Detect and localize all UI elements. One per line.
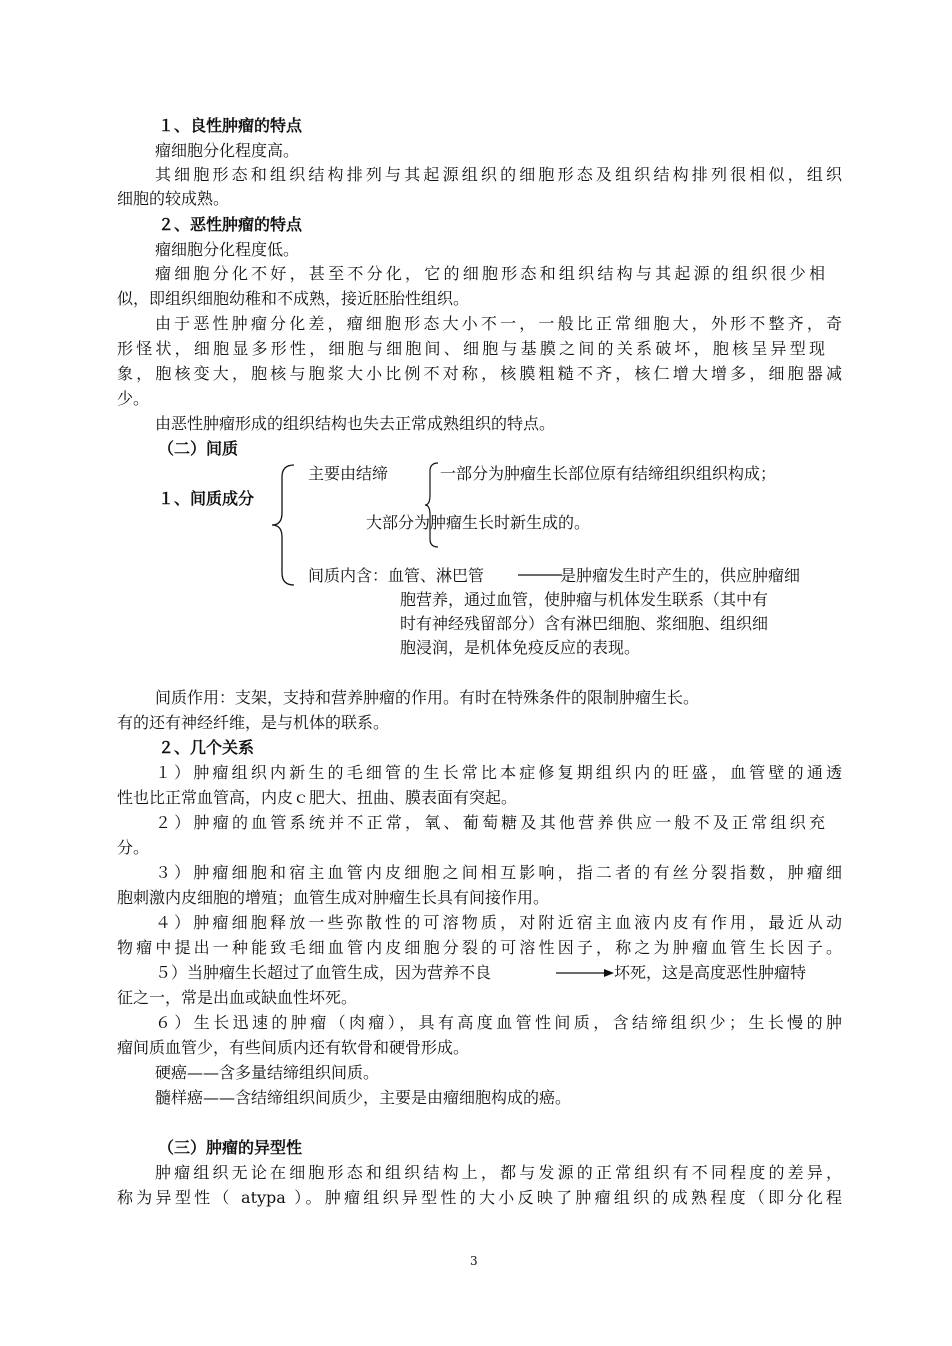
paragraph-line: 髓样癌——含结缔组织间质少，主要是由瘤细胞构成的癌。 <box>155 1088 572 1107</box>
paragraph-line: 细胞的较成熟。 <box>117 189 230 208</box>
paragraph-line: １）肿瘤组织内新生的毛细管的生长常比本症修复期组织内的旺盛，血管壁的通透 <box>155 763 842 782</box>
dash-line-icon <box>518 570 562 578</box>
paragraph-line: ２）肿瘤的血管系统并不正常，氧、葡萄糖及其他营养供应一般不及正常组织充 <box>155 813 825 832</box>
diagram-contains-line: 胞浸润，是机体免疫反应的表现。 <box>400 638 641 657</box>
paragraph-line: 间质作用：支架，支持和营养肿瘤的作用。有时在特殊条件的限制肿瘤生长。 <box>155 688 700 707</box>
diagram-contains-line: 时有神经残留部分）含有淋巴细胞、浆细胞、组织细 <box>400 614 769 633</box>
diagram-contains-label: 间质内含：血管、淋巴管 <box>308 566 485 585</box>
heading-benign-features: １、良性肿瘤的特点 <box>158 116 303 135</box>
paragraph-line: 形怪状，细胞显多形性，细胞与细胞间、细胞与基膜之间的关系破坏，胞核呈异型现 <box>117 339 825 358</box>
paragraph-line: 征之一，常是出血或缺血性坏死。 <box>117 988 358 1007</box>
paragraph-line: 其细胞形态和组织结构排列与其起源组织的细胞形态及组织结构排列很相似，组织 <box>155 165 842 184</box>
heading-atypia: （三）肿瘤的异型性 <box>158 1138 303 1157</box>
diagram-contains-text: 是肿瘤发生时产生的，供应肿瘤细 <box>560 566 801 585</box>
paragraph-line: 瘤细胞分化不好，甚至不分化，它的细胞形态和组织结构与其起源的组织很少相 <box>155 264 825 283</box>
paragraph-line: 称为异型性（ atypa ）。肿瘤组织异型性的大小反映了肿瘤组织的成熟程度（即分化程 <box>117 1188 842 1207</box>
paragraph-line: 由于恶性肿瘤分化差，瘤细胞形态大小不一，一般比正常细胞大，外形不整齐，奇 <box>155 314 842 333</box>
paragraph-line: 物瘤中提出一种能致毛细血管内皮细胞分裂的可溶性因子，称之为肿瘤血管生长因子。 <box>117 938 842 957</box>
page-number: 3 <box>470 1254 478 1268</box>
paragraph-line: 瘤细胞分化程度低。 <box>155 240 300 259</box>
right-arrow-icon <box>556 966 614 980</box>
paragraph-line: 瘤细胞分化程度高。 <box>155 141 300 160</box>
paragraph-line: 坏死，这是高度恶性肿瘤特 <box>614 963 807 982</box>
paragraph-line: ６）生长迅速的肿瘤（肉瘤），具有高度血管性间质，含结缔组织少；生长慢的肿 <box>155 1013 842 1032</box>
paragraph-line: ５）当肿瘤生长超过了血管生成，因为营养不良 <box>155 963 492 982</box>
paragraph-line: 肿瘤组织无论在细胞形态和组织结构上，都与发源的正常组织有不同程度的差异， <box>155 1163 842 1182</box>
paragraph-line: ４）肿瘤细胞释放一些弥散性的可溶物质，对附近宿主血液内皮有作用，最近从动 <box>155 913 842 932</box>
paragraph-line: 象，胞核变大，胞核与胞浆大小比例不对称，核膜粗糙不齐，核仁增大增多，细胞器减 <box>117 364 842 383</box>
heading-stroma: （二）间质 <box>158 439 239 458</box>
diagram-contains-line: 胞营养，通过血管，使肿瘤与机体发生联系（其中有 <box>400 590 769 609</box>
paragraph-line: 由恶性肿瘤形成的组织结构也失去正常成熟组织的特点。 <box>155 414 556 433</box>
diagram-main-connective: 主要由结缔 <box>308 464 389 483</box>
heading-relations: ２、几个关系 <box>158 738 255 757</box>
paragraph-line: 似，即组织细胞幼稚和不成熟，接近胚胎性组织。 <box>117 289 470 308</box>
paragraph-line: ３）肿瘤细胞和宿主血管内皮细胞之间相互影响，指二者的有丝分裂指数，肿瘤细 <box>155 863 842 882</box>
paragraph-line: 瘤间质血管少，有些间质内还有软骨和硬骨形成。 <box>117 1038 470 1057</box>
paragraph-line: 胞刺激内皮细胞的增殖；血管生成对肿瘤生长具有间接作用。 <box>117 888 550 907</box>
diagram-label-stroma-components: １、间质成分 <box>158 489 255 508</box>
diagram-large-new: 大部分为肿瘤生长时新生成的。 <box>366 513 591 532</box>
paragraph-line: 有的还有神经纤维，是与机体的联系。 <box>117 713 390 732</box>
diagram-part-original: 一部分为肿瘤生长部位原有结缔组织组织构成； <box>440 464 777 483</box>
heading-malignant-features: ２、恶性肿瘤的特点 <box>158 215 303 234</box>
paragraph-line: 分。 <box>117 838 150 857</box>
paragraph-line: 性也比正常血管高，内皮ｃ肥大、扭曲、膜表面有突起。 <box>117 788 518 807</box>
paragraph-line: 少。 <box>117 389 150 408</box>
paragraph-line: 硬癌——含多量结缔组织间质。 <box>155 1063 380 1082</box>
left-brace-icon <box>270 463 300 588</box>
